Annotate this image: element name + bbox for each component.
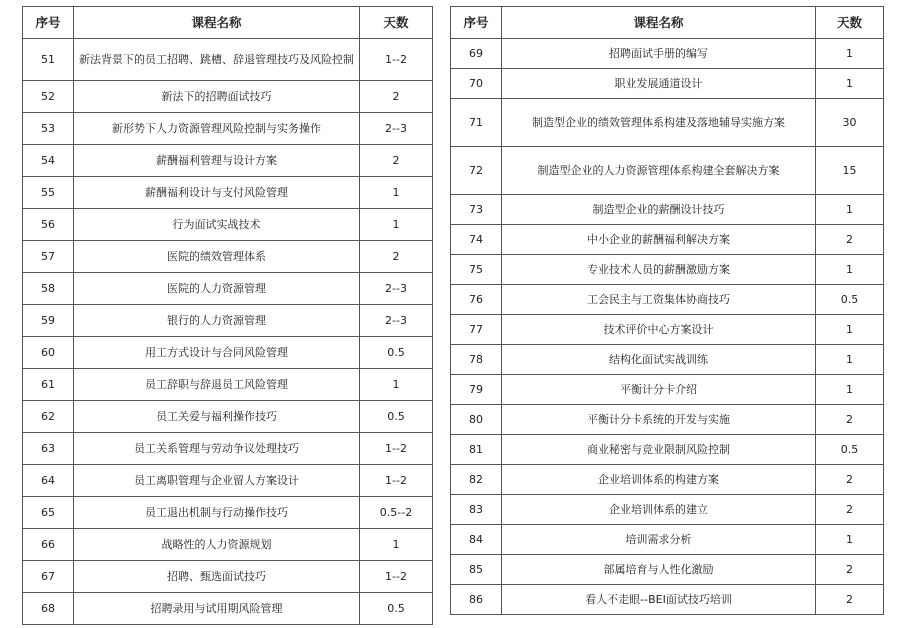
- course-name: 新法背景下的员工招聘、跳槽、辞退管理技巧及风险控制: [74, 39, 360, 81]
- row-index: 67: [23, 561, 74, 593]
- course-name: 结构化面试实战训练: [502, 345, 816, 375]
- course-days: 1: [360, 209, 433, 241]
- table-row: [23, 561, 433, 593]
- course-name: 商业秘密与竞业限制风险控制: [502, 435, 816, 465]
- course-name: 平衡计分卡系统的开发与实施: [502, 405, 816, 435]
- course-table-right: [450, 6, 884, 615]
- header-index: 序号: [23, 7, 74, 39]
- course-name: 培训需求分析: [502, 525, 816, 555]
- row-index: 82: [451, 465, 502, 495]
- row-index: 65: [23, 497, 74, 529]
- table-row: [451, 69, 884, 99]
- row-index: 59: [23, 305, 74, 337]
- course-name: 制造型企业的绩效管理体系构建及落地辅导实施方案: [502, 99, 816, 147]
- course-days: 1: [816, 195, 884, 225]
- row-index: 60: [23, 337, 74, 369]
- row-index: 79: [451, 375, 502, 405]
- row-index: 53: [23, 113, 74, 145]
- course-name: 部属培育与人性化激励: [502, 555, 816, 585]
- table-row: [451, 99, 884, 147]
- course-days: 0.5--2: [360, 497, 433, 529]
- course-name: 技术评价中心方案设计: [502, 315, 816, 345]
- table-row: [23, 209, 433, 241]
- course-days: 2: [360, 241, 433, 273]
- header-row: [23, 7, 433, 39]
- course-name: 工会民主与工资集体协商技巧: [502, 285, 816, 315]
- table-row: [451, 255, 884, 285]
- table-row: [23, 465, 433, 497]
- table-row: [23, 401, 433, 433]
- course-days: 0.5: [816, 285, 884, 315]
- course-days: 2: [816, 225, 884, 255]
- row-index: 69: [451, 39, 502, 69]
- row-index: 61: [23, 369, 74, 401]
- course-name: 中小企业的薪酬福利解决方案: [502, 225, 816, 255]
- table-row: [451, 225, 884, 255]
- course-days: 0.5: [360, 593, 433, 625]
- course-name: 新形势下人力资源管理风险控制与实务操作: [74, 113, 360, 145]
- course-days: 2--3: [360, 113, 433, 145]
- course-days: 2: [816, 465, 884, 495]
- row-index: 78: [451, 345, 502, 375]
- course-days: 1: [816, 69, 884, 99]
- course-name: 看人不走眼--BEI面试技巧培训: [502, 585, 816, 615]
- header-course-name: 课程名称: [502, 7, 816, 39]
- table-row: [451, 345, 884, 375]
- row-index: 73: [451, 195, 502, 225]
- course-days: 1: [816, 39, 884, 69]
- table-row: [23, 369, 433, 401]
- row-index: 64: [23, 465, 74, 497]
- course-days: 1: [816, 255, 884, 285]
- course-days: 2--3: [360, 273, 433, 305]
- course-name: 员工退出机制与行动操作技巧: [74, 497, 360, 529]
- header-index: 序号: [451, 7, 502, 39]
- course-name: 员工关爱与福利操作技巧: [74, 401, 360, 433]
- course-name: 招聘录用与试用期风险管理: [74, 593, 360, 625]
- table-row: [23, 39, 433, 81]
- row-index: 85: [451, 555, 502, 585]
- row-index: 68: [23, 593, 74, 625]
- row-index: 70: [451, 69, 502, 99]
- course-name: 银行的人力资源管理: [74, 305, 360, 337]
- course-days: 1: [360, 529, 433, 561]
- course-days: 1: [816, 375, 884, 405]
- row-index: 81: [451, 435, 502, 465]
- course-days: 1--2: [360, 39, 433, 81]
- course-name: 员工辞职与辞退员工风险管理: [74, 369, 360, 401]
- course-name: 职业发展通道设计: [502, 69, 816, 99]
- table-row: [23, 177, 433, 209]
- course-days: 2: [816, 405, 884, 435]
- course-days: 0.5: [816, 435, 884, 465]
- row-index: 84: [451, 525, 502, 555]
- table-row: [451, 435, 884, 465]
- table-row: [451, 585, 884, 615]
- course-name: 新法下的招聘面试技巧: [74, 81, 360, 113]
- header-row: [451, 7, 884, 39]
- course-table-left: [22, 6, 433, 625]
- table-row: [451, 495, 884, 525]
- course-days: 1: [360, 369, 433, 401]
- row-index: 66: [23, 529, 74, 561]
- table-row: [23, 337, 433, 369]
- course-name: 专业技术人员的薪酬激励方案: [502, 255, 816, 285]
- table-row: [451, 375, 884, 405]
- table-row: [451, 465, 884, 495]
- course-days: 1: [816, 315, 884, 345]
- row-index: 77: [451, 315, 502, 345]
- course-name: 战略性的人力资源规划: [74, 529, 360, 561]
- row-index: 57: [23, 241, 74, 273]
- table-row: [451, 39, 884, 69]
- row-index: 62: [23, 401, 74, 433]
- row-index: 83: [451, 495, 502, 525]
- course-name: 员工离职管理与企业留人方案设计: [74, 465, 360, 497]
- row-index: 76: [451, 285, 502, 315]
- table-row: [451, 555, 884, 585]
- course-name: 招聘、甄选面试技巧: [74, 561, 360, 593]
- course-days: 1--2: [360, 465, 433, 497]
- course-name: 企业培训体系的构建方案: [502, 465, 816, 495]
- row-index: 58: [23, 273, 74, 305]
- table-row: [451, 315, 884, 345]
- course-days: 2: [816, 495, 884, 525]
- table-row: [23, 497, 433, 529]
- course-days: 2--3: [360, 305, 433, 337]
- course-days: 15: [816, 147, 884, 195]
- course-days: 2: [816, 585, 884, 615]
- table-row: [451, 525, 884, 555]
- course-rows-right: [451, 39, 884, 615]
- row-index: 86: [451, 585, 502, 615]
- row-index: 54: [23, 145, 74, 177]
- course-name: 制造型企业的薪酬设计技巧: [502, 195, 816, 225]
- course-name: 医院的绩效管理体系: [74, 241, 360, 273]
- course-name: 招聘面试手册的编写: [502, 39, 816, 69]
- course-name: 制造型企业的人力资源管理体系构建全套解决方案: [502, 147, 816, 195]
- row-index: 80: [451, 405, 502, 435]
- table-row: [23, 273, 433, 305]
- table-row: [451, 405, 884, 435]
- row-index: 55: [23, 177, 74, 209]
- course-name: 行为面试实战技术: [74, 209, 360, 241]
- course-name: 医院的人力资源管理: [74, 273, 360, 305]
- table-row: [23, 433, 433, 465]
- table-row: [23, 145, 433, 177]
- table-row: [23, 305, 433, 337]
- header-days: 天数: [360, 7, 433, 39]
- table-row: [451, 147, 884, 195]
- row-index: 72: [451, 147, 502, 195]
- course-name: 企业培训体系的建立: [502, 495, 816, 525]
- row-index: 75: [451, 255, 502, 285]
- header-days: 天数: [816, 7, 884, 39]
- course-days: 1--2: [360, 433, 433, 465]
- course-days: 1: [360, 177, 433, 209]
- course-days: 1: [816, 345, 884, 375]
- course-days: 0.5: [360, 401, 433, 433]
- course-days: 2: [360, 145, 433, 177]
- row-index: 56: [23, 209, 74, 241]
- row-index: 71: [451, 99, 502, 147]
- table-row: [451, 285, 884, 315]
- course-days: 2: [816, 555, 884, 585]
- course-name: 员工关系管理与劳动争议处理技巧: [74, 433, 360, 465]
- table-row: [23, 593, 433, 625]
- table-row: [23, 241, 433, 273]
- table-row: [23, 529, 433, 561]
- row-index: 74: [451, 225, 502, 255]
- course-days: 0.5: [360, 337, 433, 369]
- course-days: 1--2: [360, 561, 433, 593]
- course-days: 1: [816, 525, 884, 555]
- header-course-name: 课程名称: [74, 7, 360, 39]
- table-row: [23, 81, 433, 113]
- row-index: 63: [23, 433, 74, 465]
- course-days: 30: [816, 99, 884, 147]
- course-name: 薪酬福利管理与设计方案: [74, 145, 360, 177]
- course-name: 用工方式设计与合同风险管理: [74, 337, 360, 369]
- row-index: 52: [23, 81, 74, 113]
- table-row: [451, 195, 884, 225]
- course-rows-left: [23, 39, 433, 625]
- table-row: [23, 113, 433, 145]
- course-name: 平衡计分卡介绍: [502, 375, 816, 405]
- course-days: 2: [360, 81, 433, 113]
- course-name: 薪酬福利设计与支付风险管理: [74, 177, 360, 209]
- row-index: 51: [23, 39, 74, 81]
